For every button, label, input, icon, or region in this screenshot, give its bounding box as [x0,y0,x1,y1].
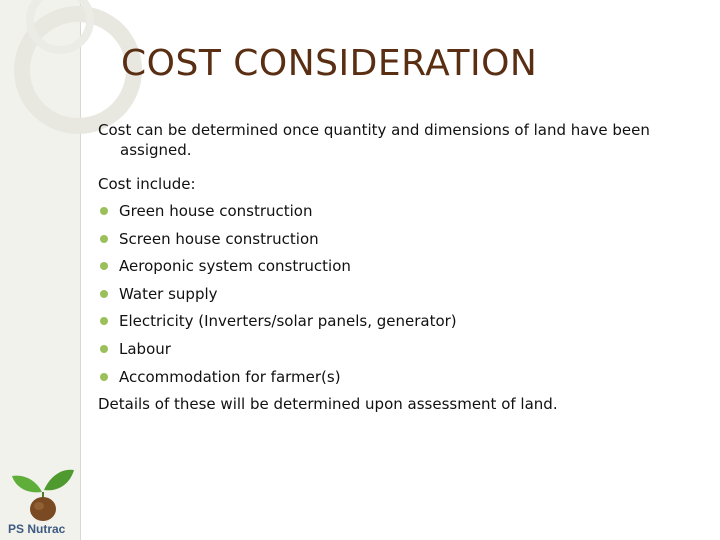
list-item-text: Accommodation for farmer(s) [119,367,341,386]
bullet-icon [100,317,108,325]
list-item-text: Water supply [119,284,218,303]
list-lead: Cost include: [98,175,196,193]
slide-title: COST CONSIDERATION [121,43,538,84]
list-item [98,229,698,249]
bullet-icon [100,373,108,381]
logo-text: PS Nutrac [8,522,66,536]
bullet-icon [100,207,108,215]
bullet-icon [100,262,108,270]
list-item-text: Labour [119,339,171,358]
bullet-icon [100,345,108,353]
list-item [98,311,698,331]
list-item [98,284,698,304]
list-item [98,201,698,221]
bullet-icon [100,290,108,298]
list-item-text: Electricity (Inverters/solar panels, generator) [119,312,457,331]
closing-paragraph: Details of these will be determined upon assessment of land. [98,395,558,414]
bullet-icon [100,235,108,243]
cost-list [98,201,698,387]
intro-paragraph: Cost can be determined once quantity and dimensions of land have been assigned. [98,121,650,159]
list-item-text: Aeroponic system construction [119,257,351,276]
list-item-text: Screen house construction [119,229,319,248]
slide-body [98,120,698,414]
list-item [98,256,698,276]
list-item [98,339,698,359]
list-item [98,367,698,387]
list-item-text: Green house construction [119,202,313,220]
